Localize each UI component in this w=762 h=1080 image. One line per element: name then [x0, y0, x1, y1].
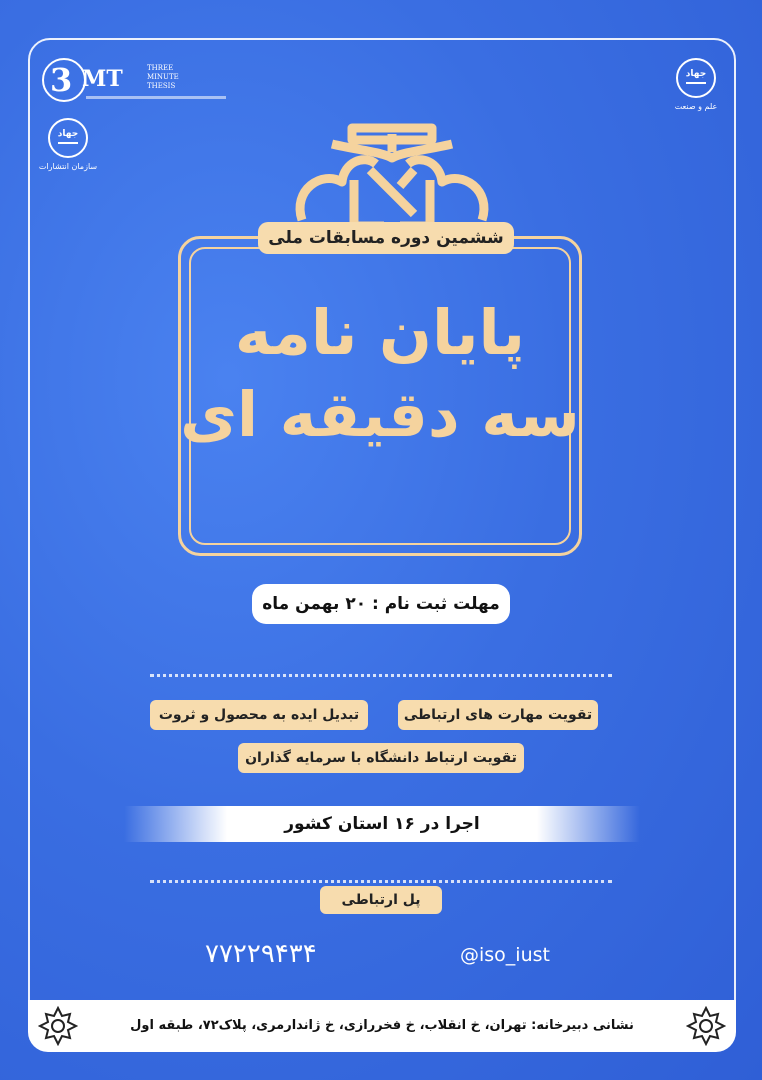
3mt-logo-letters: MT: [82, 66, 123, 92]
competition-subtitle: ششمین دوره مسابقات ملی: [258, 222, 514, 254]
title-line-1: پایان نامه: [234, 296, 526, 369]
goal-tag: تبدیل ایده به محصول و ثروت: [150, 700, 368, 730]
jahad-seal-icon: [48, 118, 88, 158]
contact-label: پل ارتباطی: [320, 886, 442, 914]
jahad-seal-icon: [676, 58, 716, 98]
3mt-logo-side-text: THREE MINUTE THESIS: [147, 64, 179, 90]
3mt-logo-number: 3: [50, 61, 73, 99]
3mt-logo-underline: [86, 96, 226, 99]
jahad-seal-text: جهاد: [685, 69, 707, 79]
jahad-publishing-logo: [38, 118, 98, 171]
jahad-iust-logo: [666, 58, 726, 111]
registration-deadline: مهلت ثبت نام : ۲۰ بهمن ماه: [252, 584, 510, 624]
ornament-icon: [38, 1006, 78, 1046]
address-bar: [28, 1000, 736, 1052]
page-title: [178, 292, 582, 456]
ornament-icon: [686, 1006, 726, 1046]
goal-tag: تقویت مهارت های ارتباطی: [398, 700, 598, 730]
instagram-handle[interactable]: @iso_iust: [460, 944, 550, 966]
jahad-seal-text: جهاد: [57, 129, 79, 139]
title-line-2: سه دقیقه ای: [180, 378, 580, 451]
3mt-logo: [42, 58, 192, 106]
dotted-divider: [150, 674, 612, 677]
phone-number[interactable]: ۷۷۲۲۹۴۳۴: [205, 939, 317, 969]
goal-tag: تقویت ارتباط دانشگاه با سرمایه گذاران: [238, 743, 524, 773]
dotted-divider: [150, 880, 612, 883]
jahad-left-caption: سازمان انتشارات: [38, 162, 98, 171]
secretariat-address: نشانی دبیرخانه: تهران، خ انقلاب، خ فخررازی، خ ژاندارمری، پلاک۷۲، طبقه اول: [130, 1018, 634, 1033]
execution-banner: اجرا در ۱۶ استان کشور: [124, 806, 640, 842]
jahad-right-caption: علم و صنعت: [674, 102, 718, 111]
